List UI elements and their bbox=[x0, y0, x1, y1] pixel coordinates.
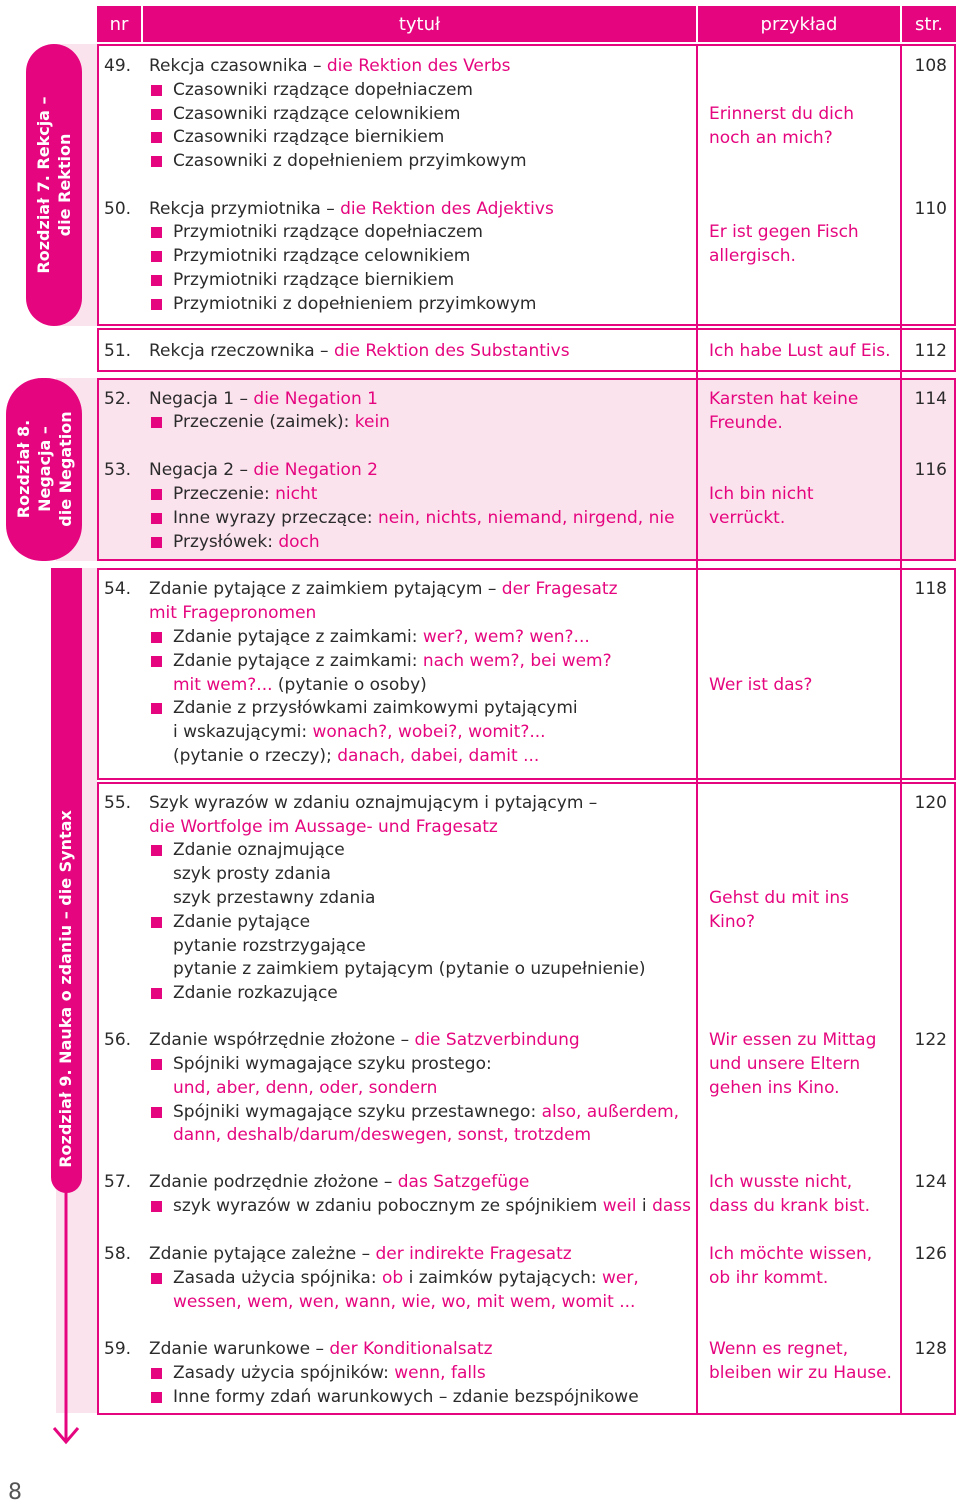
row-49-example: Erinnerst du dich noch an mich? bbox=[709, 104, 854, 148]
col-divider bbox=[141, 44, 143, 1415]
row-59-page: 128 bbox=[914, 1339, 947, 1359]
row-56-title: Zdanie współrzędnie złożone – die Satzverbindung bbox=[149, 1030, 580, 1050]
row-55-example: Gehst du mit ins Kino? bbox=[709, 888, 850, 932]
page-number: 8 bbox=[8, 1480, 22, 1505]
row-55-bullet: Zdanie rozkazujące bbox=[149, 981, 338, 1005]
row-54-page: 118 bbox=[914, 579, 947, 599]
row-58-sub: wessen, wem, wen, wann, wie, wo, mit wem, womit ... bbox=[173, 1292, 636, 1312]
row-59-bullet: Inne formy zdań warunkowych – zdanie bezspójnikowe bbox=[149, 1385, 639, 1409]
row-49-page: 108 bbox=[914, 56, 947, 76]
col-divider-przyklad bbox=[900, 44, 902, 1415]
section-7-label: Rozdział 7. Rekcja – die Rektion bbox=[34, 96, 74, 274]
header-str: str. bbox=[902, 6, 956, 42]
row-54-title: Zdanie pytające z zaimkiem pytającym – der Fragesatz bbox=[149, 579, 618, 599]
row-50-page: 110 bbox=[914, 199, 947, 219]
row-51-nr: 51. bbox=[104, 341, 132, 361]
row-52-title: Negacja 1 – die Negation 1 bbox=[149, 389, 378, 409]
header-przyklad: przykład bbox=[698, 6, 900, 42]
row-51-page: 112 bbox=[914, 341, 947, 361]
row-59-bullet: Zasady użycia spójników: wenn, falls bbox=[149, 1361, 486, 1385]
row-55-sub: pytanie z zaimkiem pytającym (pytanie o uzupełnienie) bbox=[173, 959, 646, 979]
row-55-sub: szyk prosty zdania bbox=[173, 864, 331, 884]
section-9-label: Rozdział 9. Nauka o zdaniu – die Syntax bbox=[56, 810, 75, 1168]
row-52-example: Karsten hat keine Freunde. bbox=[709, 389, 859, 433]
row-52-bullet: Przeczenie (zaimek): kein bbox=[149, 410, 390, 434]
row-55-sub: pytanie rozstrzygające bbox=[173, 936, 366, 956]
row-55-nr: 55. bbox=[104, 793, 132, 813]
header-tytul: tytuł bbox=[143, 6, 696, 42]
row-52-page: 114 bbox=[914, 389, 947, 409]
row-50-title: Rekcja przymiotnika – die Rektion des Adjektivs bbox=[149, 199, 554, 219]
header-nr: nr bbox=[97, 6, 141, 42]
row-56-nr: 56. bbox=[104, 1030, 132, 1050]
row-54-title-cont: mit Fragepronomen bbox=[149, 603, 317, 623]
row-53-page: 116 bbox=[914, 460, 947, 480]
row-57-bullet: szyk wyrazów w zdaniu pobocznym ze spójnikiem weil i dass bbox=[149, 1194, 691, 1218]
row-50-bullet: Przymiotniki rządzące dopełniaczem bbox=[149, 220, 483, 244]
row-55-bullet: Zdanie oznajmujące bbox=[149, 838, 345, 862]
row-58-title: Zdanie pytające zależne – der indirekte Fragesatz bbox=[149, 1244, 572, 1264]
row-50-bullet: Przymiotniki rządzące celownikiem bbox=[149, 244, 470, 268]
row-54-bullet: Zdanie pytające z zaimkami: wer?, wem? wen?... bbox=[149, 625, 590, 649]
row-57-title: Zdanie podrzędnie złożone – das Satzgefüge bbox=[149, 1172, 530, 1192]
row-56-sub: dann, deshalb/darum/deswegen, sonst, trotzdem bbox=[173, 1125, 592, 1145]
row-54-bullet-cont: (pytanie o rzeczy); danach, dabei, damit ... bbox=[173, 746, 540, 766]
section-8-label: Rozdział 8. Negacja – die Negation bbox=[14, 411, 75, 527]
row-49-bullet: Czasowniki z dopełnieniem przyimkowym bbox=[149, 149, 527, 173]
row-49-bullet: Czasowniki rządzące biernikiem bbox=[149, 125, 444, 149]
row-56-sub: und, aber, denn, oder, sondern bbox=[173, 1078, 438, 1098]
row-51-title: Rekcja rzeczownika – die Rektion des Substantivs bbox=[149, 341, 570, 361]
row-54-bullet: Zdanie z przysłówkami zaimkowymi pytającymi bbox=[149, 696, 578, 720]
row-55-page: 120 bbox=[914, 793, 947, 813]
row-53-nr: 53. bbox=[104, 460, 132, 480]
row-58-bullet: Zasada użycia spójnika: ob i zaimków pytających: wer, bbox=[149, 1266, 639, 1290]
row-53-title: Negacja 2 – die Negation 2 bbox=[149, 460, 378, 480]
row-58-nr: 58. bbox=[104, 1244, 132, 1264]
row-53-bullet: Inne wyrazy przeczące: nein, nichts, niemand, nirgend, nie bbox=[149, 506, 675, 530]
row-50-bullet: Przymiotniki z dopełnieniem przyimkowym bbox=[149, 292, 536, 316]
row-49-nr: 49. bbox=[104, 56, 132, 76]
row-49-bullet: Czasowniki rządzące dopełniaczem bbox=[149, 78, 473, 102]
row-57-page: 124 bbox=[914, 1172, 947, 1192]
row-50-nr: 50. bbox=[104, 199, 132, 219]
row-50-example: Er ist gegen Fisch allergisch. bbox=[709, 222, 859, 266]
down-arrow-icon bbox=[48, 1190, 88, 1452]
row-55-sub: szyk przestawny zdania bbox=[173, 888, 376, 908]
row-54-bullet-cont: i wskazującymi: wonach?, wobei?, womit?... bbox=[173, 722, 546, 742]
row-53-bullet: Przysłówek: doch bbox=[149, 530, 320, 554]
row-55-title-cont: die Wortfolge im Aussage- und Fragesatz bbox=[149, 817, 498, 837]
row-54-bullet: Zdanie pytające z zaimkami: nach wem?, bei wem? bbox=[149, 649, 612, 673]
row-59-title: Zdanie warunkowe – der Konditionalsatz bbox=[149, 1339, 493, 1359]
row-54-example: Wer ist das? bbox=[709, 675, 813, 695]
row-56-bullet: Spójniki wymagające szyku prostego: bbox=[149, 1052, 492, 1076]
row-56-example: Wir essen zu Mittag und unsere Eltern gehen ins Kino. bbox=[709, 1030, 877, 1098]
row-53-bullet: Przeczenie: nicht bbox=[149, 482, 317, 506]
row-54-bullet-cont: mit wem?... (pytanie o osoby) bbox=[173, 675, 427, 695]
row-59-example: Wenn es regnet, bleiben wir zu Hause. bbox=[709, 1339, 892, 1383]
row-49-title: Rekcja czasownika – die Rektion des Verbs bbox=[149, 56, 511, 76]
col-divider-tytul bbox=[696, 44, 698, 1415]
row-59-nr: 59. bbox=[104, 1339, 132, 1359]
row-58-page: 126 bbox=[914, 1244, 947, 1264]
row-58-example: Ich möchte wissen, ob ihr kommt. bbox=[709, 1244, 873, 1288]
row-53-example: Ich bin nicht verrückt. bbox=[709, 484, 814, 528]
row-55-title: Szyk wyrazów w zdaniu oznajmującym i pytającym – bbox=[149, 793, 598, 813]
row-57-example: Ich wusste nicht, dass du krank bist. bbox=[709, 1172, 871, 1216]
row-51-example: Ich habe Lust auf Eis. bbox=[709, 341, 891, 361]
row-57-nr: 57. bbox=[104, 1172, 132, 1192]
row-50-bullet: Przymiotniki rządzące biernikiem bbox=[149, 268, 454, 292]
row-52-nr: 52. bbox=[104, 389, 132, 409]
row-49-bullet: Czasowniki rządzące celownikiem bbox=[149, 102, 460, 126]
row-54-nr: 54. bbox=[104, 579, 132, 599]
row-55-bullet: Zdanie pytające bbox=[149, 910, 310, 934]
row-56-bullet: Spójniki wymagające szyku przestawnego: also, außerdem, bbox=[149, 1100, 679, 1124]
row-56-page: 122 bbox=[914, 1030, 947, 1050]
